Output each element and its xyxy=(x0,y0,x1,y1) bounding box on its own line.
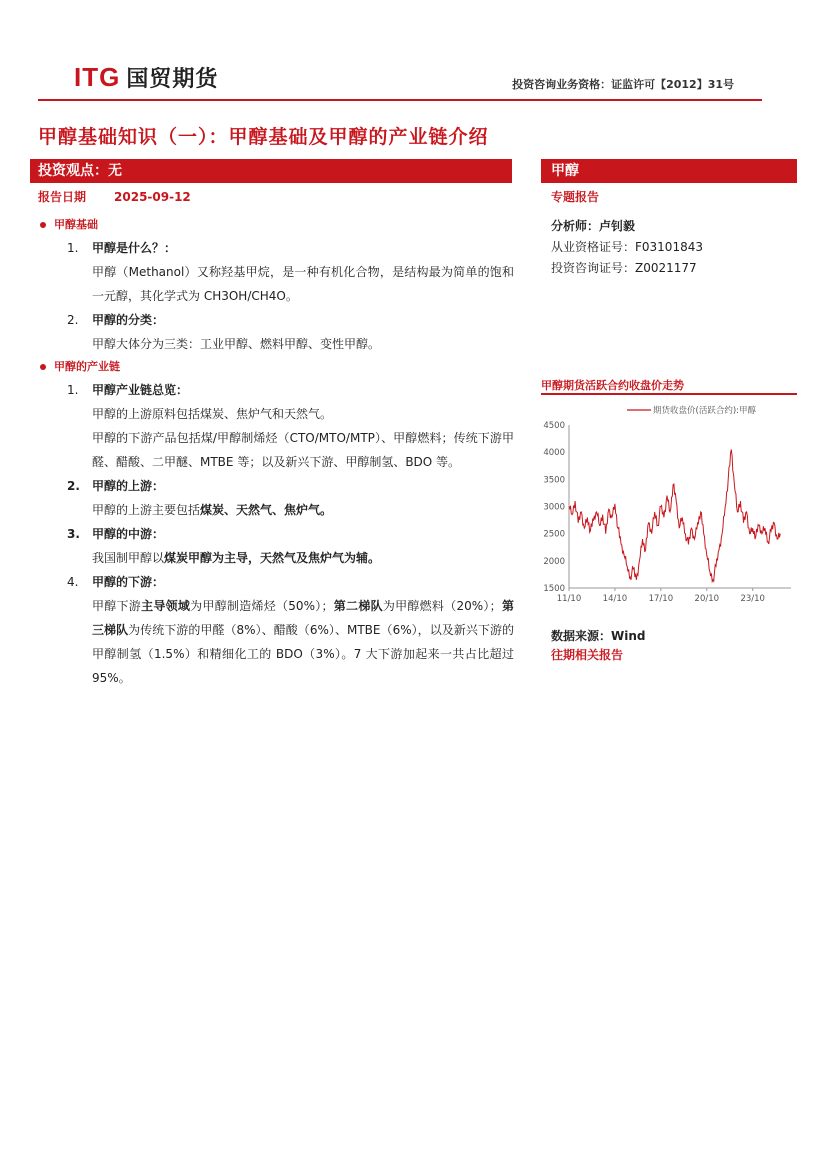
item-heading: 甲醇是什么？： xyxy=(92,241,177,255)
item-text xyxy=(92,546,514,570)
y-tick-label: 2500 xyxy=(543,529,565,540)
series-line xyxy=(569,450,780,582)
logo-company-name: 国贸期货 xyxy=(126,66,219,91)
analyst-cert-1: 从业资格证号：F03101843 xyxy=(551,240,703,254)
item-text: 甲醇大体分为三类：工业甲醇、燃料甲醇、变性甲醇。 xyxy=(92,337,381,351)
text-run: 为甲醇燃料（20%）； xyxy=(382,599,502,613)
y-tick-labels xyxy=(543,421,565,594)
item-heading: 甲醇的分类： xyxy=(92,313,165,327)
item-heading: 甲醇产业链总览： xyxy=(92,383,189,397)
y-tick-label: 1500 xyxy=(543,584,565,594)
x-tick-label: 20/10 xyxy=(694,594,720,604)
list-item xyxy=(38,570,514,690)
report-title: 甲醇基础知识（一）：甲醇基础及甲醇的产业链介绍 xyxy=(38,126,489,148)
item-number: 4. xyxy=(67,575,79,589)
item-number: 3. xyxy=(67,527,80,541)
analyst-name: 分析师：卢钊毅 xyxy=(551,219,636,233)
text-run: 我国制甲醇以 xyxy=(92,551,165,565)
past-reports-link[interactable]: 往期相关报告 xyxy=(551,648,624,662)
report-body xyxy=(38,214,514,690)
report-date-label: 报告日期 xyxy=(38,190,87,204)
x-tick-label: 17/10 xyxy=(648,594,674,604)
section-title: 甲醇基础 xyxy=(54,218,98,231)
item-number: 1. xyxy=(67,241,79,255)
text-run-bold: 主导领域 xyxy=(141,599,191,613)
text-run-bold: 煤炭、天然气、焦炉气。 xyxy=(200,503,333,517)
text-run-bold: 第二梯队 xyxy=(333,599,383,613)
brand-logo xyxy=(74,62,218,93)
y-tick-label: 3500 xyxy=(543,475,565,486)
item-text: 甲醇的下游产品包括煤/甲醇制烯烃（CTO/MTO/MTP）、甲醇燃料；传统下游甲醛、醋酸、二甲醚、MTBE 等；以及新兴下游、甲醇制氢、BDO 等。 xyxy=(92,431,514,469)
text-run: 为甲醇制造烯烃（50%）； xyxy=(190,599,334,613)
text-run: 为传统下游的甲醛（8%）、醋酸（6%）、MTBE（6%），以及新兴下游的甲醇制氢（1.5%）和精细化工的 BDO（3%）。7 大下游加起来一共占比超过 95%。 xyxy=(92,623,514,685)
item-heading: 甲醇的下游： xyxy=(92,575,165,589)
chart-legend xyxy=(627,405,756,416)
y-tick-label: 4000 xyxy=(543,448,565,459)
legend-label: 期货收盘价(活跃合约):甲醇 xyxy=(653,406,756,416)
y-tick-label: 3000 xyxy=(543,502,565,513)
commodity-band: 甲醇 xyxy=(541,159,797,183)
bullet-dot-icon xyxy=(40,222,46,228)
data-source: 数据来源：Wind xyxy=(551,629,646,643)
item-text: 甲醇（Methanol）又称羟基甲烷，是一种有机化合物，是结构最为简单的饱和一元醇，其化学式为 CH3OH/CH4O。 xyxy=(92,265,514,303)
item-heading: 甲醇的中游： xyxy=(92,527,165,541)
item-text: 甲醇的上游原料包括煤炭、焦炉气和天然气。 xyxy=(92,407,333,421)
report-date-value: 2025-09-12 xyxy=(114,190,191,204)
item-number: 2. xyxy=(67,313,79,327)
x-tick-label: 23/10 xyxy=(740,594,765,604)
section-title: 甲醇的产业链 xyxy=(54,360,120,373)
bullet-dot-icon xyxy=(40,364,46,370)
report-type: 专题报告 xyxy=(551,190,600,204)
investment-view-band: 投资观点：无 xyxy=(30,159,512,183)
chart-title: 甲醇期货活跃合约收盘价走势 xyxy=(541,379,684,392)
list-item xyxy=(38,378,514,474)
report-date xyxy=(38,188,191,205)
header-divider xyxy=(38,99,762,101)
logo-itg-text: ITG xyxy=(74,62,121,92)
list-item xyxy=(38,522,514,570)
list-item xyxy=(38,236,514,308)
section-heading xyxy=(38,356,514,378)
license-text: 投资咨询业务资格：证监许可【2012】31号 xyxy=(512,78,734,91)
chart-title-divider xyxy=(541,393,797,395)
x-tick-label: 14/10 xyxy=(602,594,628,604)
text-run-bold: 煤炭甲醇为主导，天然气及焦炉气为辅。 xyxy=(164,551,381,565)
item-number: 2. xyxy=(67,479,80,493)
analyst-info xyxy=(551,216,703,279)
text-run: 甲醇的上游主要包括 xyxy=(92,503,201,517)
y-tick-label: 4500 xyxy=(543,421,565,431)
item-text xyxy=(92,498,514,522)
item-text xyxy=(92,594,514,690)
text-run: 甲醇下游 xyxy=(92,599,142,613)
item-number: 1. xyxy=(67,383,79,397)
text-run-bold: 第三梯队 xyxy=(92,599,514,637)
chart-series xyxy=(569,450,780,582)
list-item xyxy=(38,308,514,356)
chart-axes xyxy=(569,425,791,591)
y-tick-label: 2000 xyxy=(543,556,565,567)
x-tick-labels xyxy=(557,594,765,604)
price-line-chart xyxy=(541,398,797,620)
analyst-cert-2: 投资咨询证号：Z0021177 xyxy=(551,261,697,275)
item-heading: 甲醇的上游： xyxy=(92,479,165,493)
x-tick-label: 11/10 xyxy=(556,594,582,604)
section-heading xyxy=(38,214,514,236)
list-item xyxy=(38,474,514,522)
